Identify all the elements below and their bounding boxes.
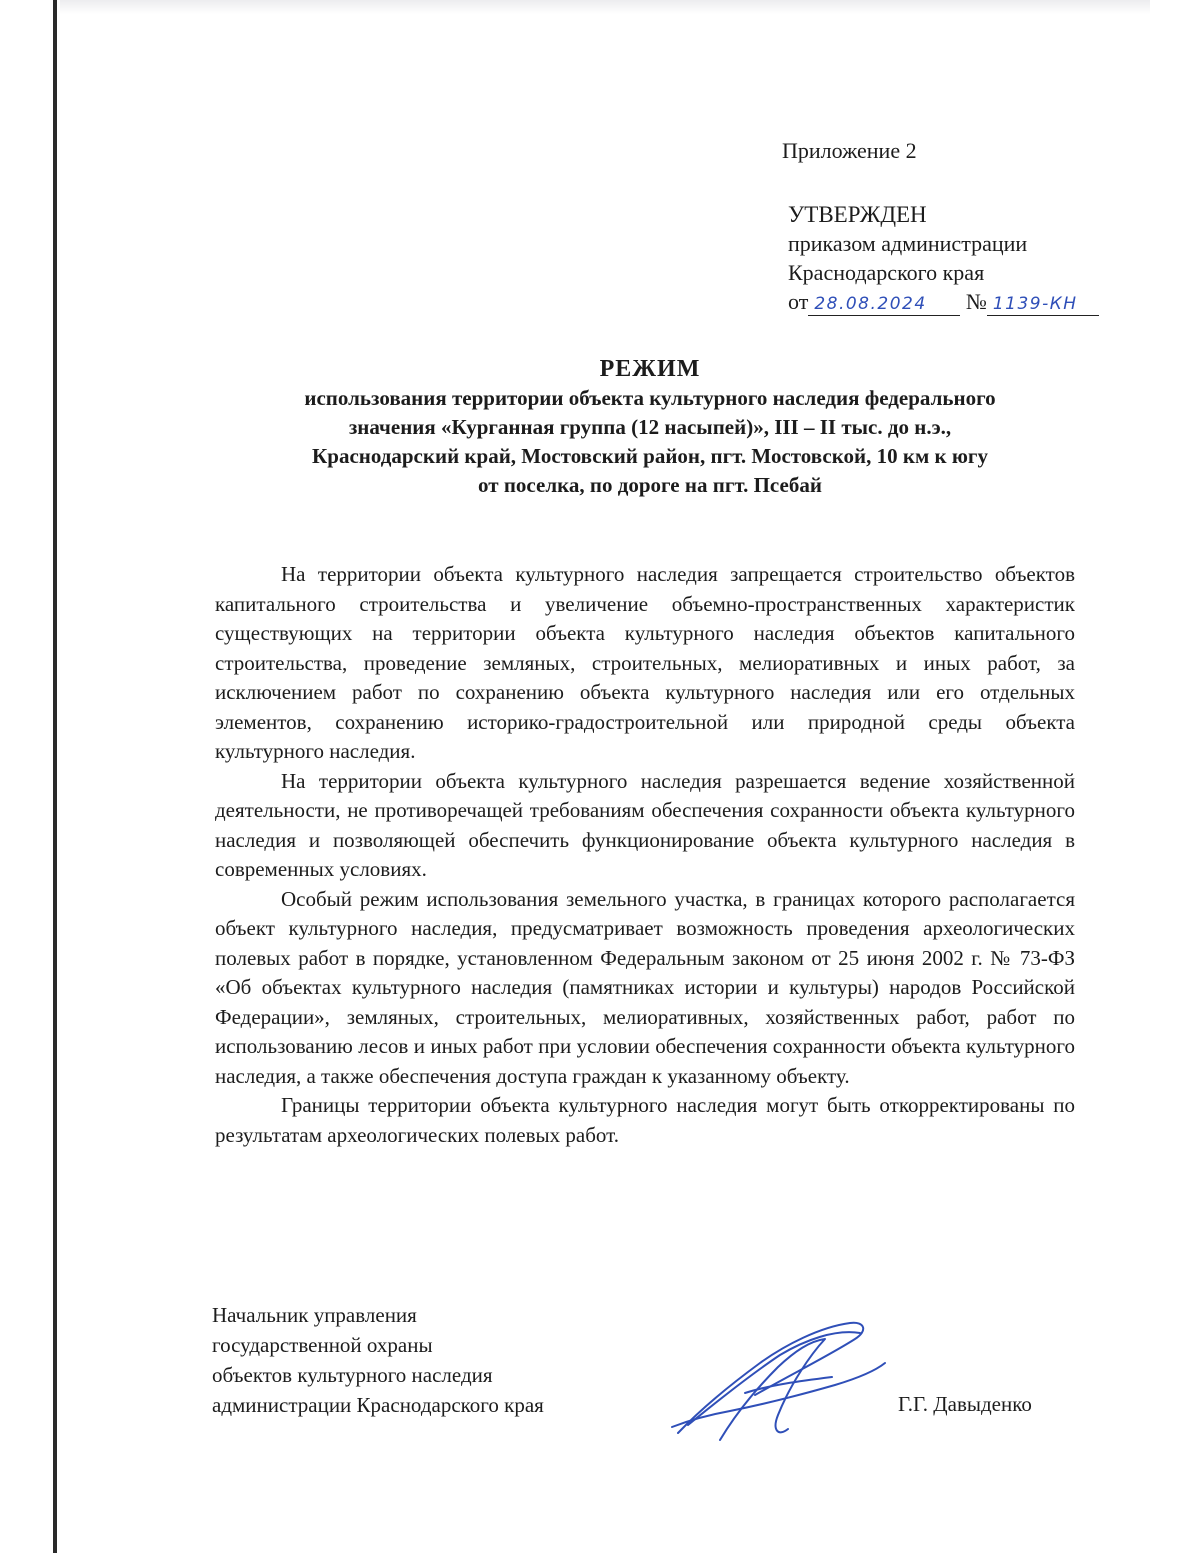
heading-line: Краснодарский край, Мостовский район, пгт. Мостовской, 10 км к югу bbox=[312, 444, 988, 468]
scan-left-border bbox=[53, 0, 57, 1553]
appendix-label: Приложение 2 bbox=[782, 138, 917, 163]
heading-line: от поселка, по дороге на пгт. Псебай bbox=[478, 473, 822, 497]
heading-title: РЕЖИМ bbox=[599, 356, 701, 382]
body-paragraph: Границы территории объекта культурного наследия могут быть откорректированы по результатам археологических полевых работ. bbox=[215, 1093, 1075, 1147]
heading-line: использования территории объекта культурного наследия федерального bbox=[304, 386, 996, 410]
heading-line: значения «Курганная группа (12 насыпей)», III – II тыс. до н.э., bbox=[348, 415, 952, 439]
body-paragraph: Особый режим использования земельного участка, в границах которого располагается объект культурного наследия, предусматривает возможность проведения археологических полевых работ в порядке, установленном Федеральным законом от 25 июня 2002 г. № 73-ФЗ «Об объектах культурного наследия (памятниках истории и культуры) народов Российской Федерации», земляных, строительных, мелиоративных, хозяйственных работ, работ по использованию лесов и иных работ при условии обеспечения сохранности объекта культурного наследия, а также обеспечения доступа граждан к указанному объекту. bbox=[215, 886, 1075, 1088]
signatory-title-line: объектов культурного наследия bbox=[212, 1363, 493, 1387]
approval-line-1: приказом администрации bbox=[788, 231, 1028, 256]
signatory-title-line: государственной охраны bbox=[212, 1333, 433, 1357]
scan-top-shadow bbox=[60, 0, 1150, 14]
approval-block bbox=[788, 200, 1099, 316]
document-heading bbox=[200, 354, 1100, 500]
body-paragraph: На территории объекта культурного наследия запрещается строительство объектов капитального строительства и увеличение объемно-пространственных характеристик существующих на территории объекта культурного наследия объектов капитального строительства, проведение земляных, строительных, мелиоративных и иных работ, за исключением работ по сохранению объекта культурного наследия или его отдельных элементов, сохранению историко-градостроительной или природной среды объекта культурного наследия. bbox=[215, 562, 1075, 763]
signatory-title-line: Начальник управления bbox=[212, 1303, 417, 1327]
approval-order-line bbox=[788, 287, 1099, 316]
date-prefix: от bbox=[788, 289, 809, 314]
approval-title: УТВЕРЖДЕН bbox=[788, 202, 927, 227]
body-paragraph: На территории объекта культурного наследия разрешается ведение хозяйственной деятельности, не противоречащей требованиям обеспечения сохранности объекта культурного наследия и позволяющей обеспечить функционирование объекта культурного наследия в современных условиях. bbox=[215, 768, 1075, 881]
handwritten-number: 1139-КН bbox=[987, 293, 1099, 316]
signatory-name: Г.Г. Давыденко bbox=[898, 1392, 1032, 1416]
document-body bbox=[215, 560, 1075, 1150]
signatory-title-line: администрации Краснодарского края bbox=[212, 1393, 544, 1417]
number-prefix: № bbox=[965, 289, 987, 314]
approval-line-2: Краснодарского края bbox=[788, 260, 985, 285]
handwritten-date: 28.08.2024 bbox=[808, 293, 960, 316]
handwritten-signature bbox=[660, 1315, 890, 1445]
signatory-title bbox=[212, 1300, 544, 1420]
